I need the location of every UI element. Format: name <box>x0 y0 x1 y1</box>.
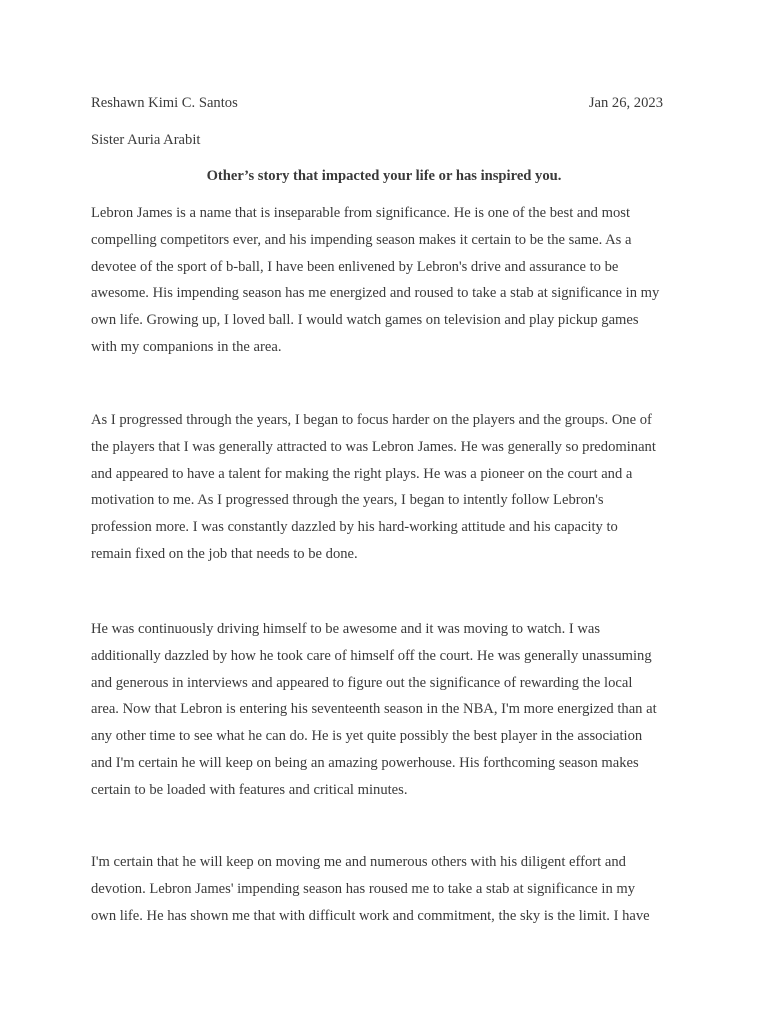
paragraph-line: own life. He has shown me that with difficult work and commitment, the sky is the limit. I have <box>91 907 650 924</box>
document-date: Jan 26, 2023 <box>588 95 663 111</box>
paragraph-line: and generous in interviews and appeared to figure out the significance of rewarding the local <box>91 674 633 691</box>
paragraph-line: compelling competitors ever, and his impending season makes it certain to be the same. As a <box>91 231 632 248</box>
paragraph-2 <box>91 407 691 568</box>
paragraph-line: He was continuously driving himself to be awesome and it was moving to watch. I was <box>91 621 601 637</box>
paragraph-line: Lebron James is a name that is inseparable from significance. He is one of the best and most <box>91 205 630 221</box>
paragraph-line: and appeared to have a talent for making the right plays. He was a pioneer on the court and a <box>91 465 633 482</box>
paragraph-line: certain to be loaded with features and critical minutes. <box>91 781 408 798</box>
paragraph-line: remain fixed on the job that needs to be done. <box>91 545 358 562</box>
paragraph-line: devotee of the sport of b-ball, I have been enlivened by Lebron's drive and assurance to be <box>91 258 619 275</box>
paragraph-line: the players that I was generally attracted to was Lebron James. He was generally so predominant <box>91 438 656 455</box>
paragraph-line: devotion. Lebron James' impending season has roused me to take a stab at significance in my <box>91 880 636 897</box>
author-name: Reshawn Kimi C. Santos <box>91 95 238 111</box>
paragraph-line: own life. Growing up, I loved ball. I would watch games on television and play pickup games <box>91 312 639 329</box>
paragraph-line: I'm certain that he will keep on moving me and numerous others with his diligent effort and <box>91 854 626 870</box>
paragraph-line: and I'm certain he will keep on being an amazing powerhouse. His forthcoming season makes <box>91 754 639 771</box>
paragraph-4 <box>91 849 691 929</box>
paragraph-line: motivation to me. As I progressed through the years, I began to intently follow Lebron's <box>91 492 604 509</box>
teacher-name: Sister Auria Arabit <box>91 132 201 148</box>
paragraph-line: additionally dazzled by how he took care of himself off the court. He was generally unassuming <box>91 647 652 664</box>
paragraph-line: any other time to see what he can do. He is yet quite possibly the best player in the association <box>91 728 643 745</box>
essay-title: Other’s story that impacted your life or has inspired you. <box>206 168 562 184</box>
paragraph-line: profession more. I was constantly dazzled by his hard-working attitude and his capacity to <box>91 519 618 536</box>
paragraph-3 <box>91 616 691 804</box>
paragraph-line: awesome. His impending season has me energized and roused to take a stab at significance in my <box>91 285 660 302</box>
paragraph-line: with my companions in the area. <box>91 338 282 355</box>
paragraph-line: As I progressed through the years, I began to focus harder on the players and the groups. One of <box>91 412 652 428</box>
paragraph-1 <box>91 200 691 361</box>
paragraph-line: area. Now that Lebron is entering his seventeenth season in the NBA, I'm more energized than at <box>91 701 657 718</box>
